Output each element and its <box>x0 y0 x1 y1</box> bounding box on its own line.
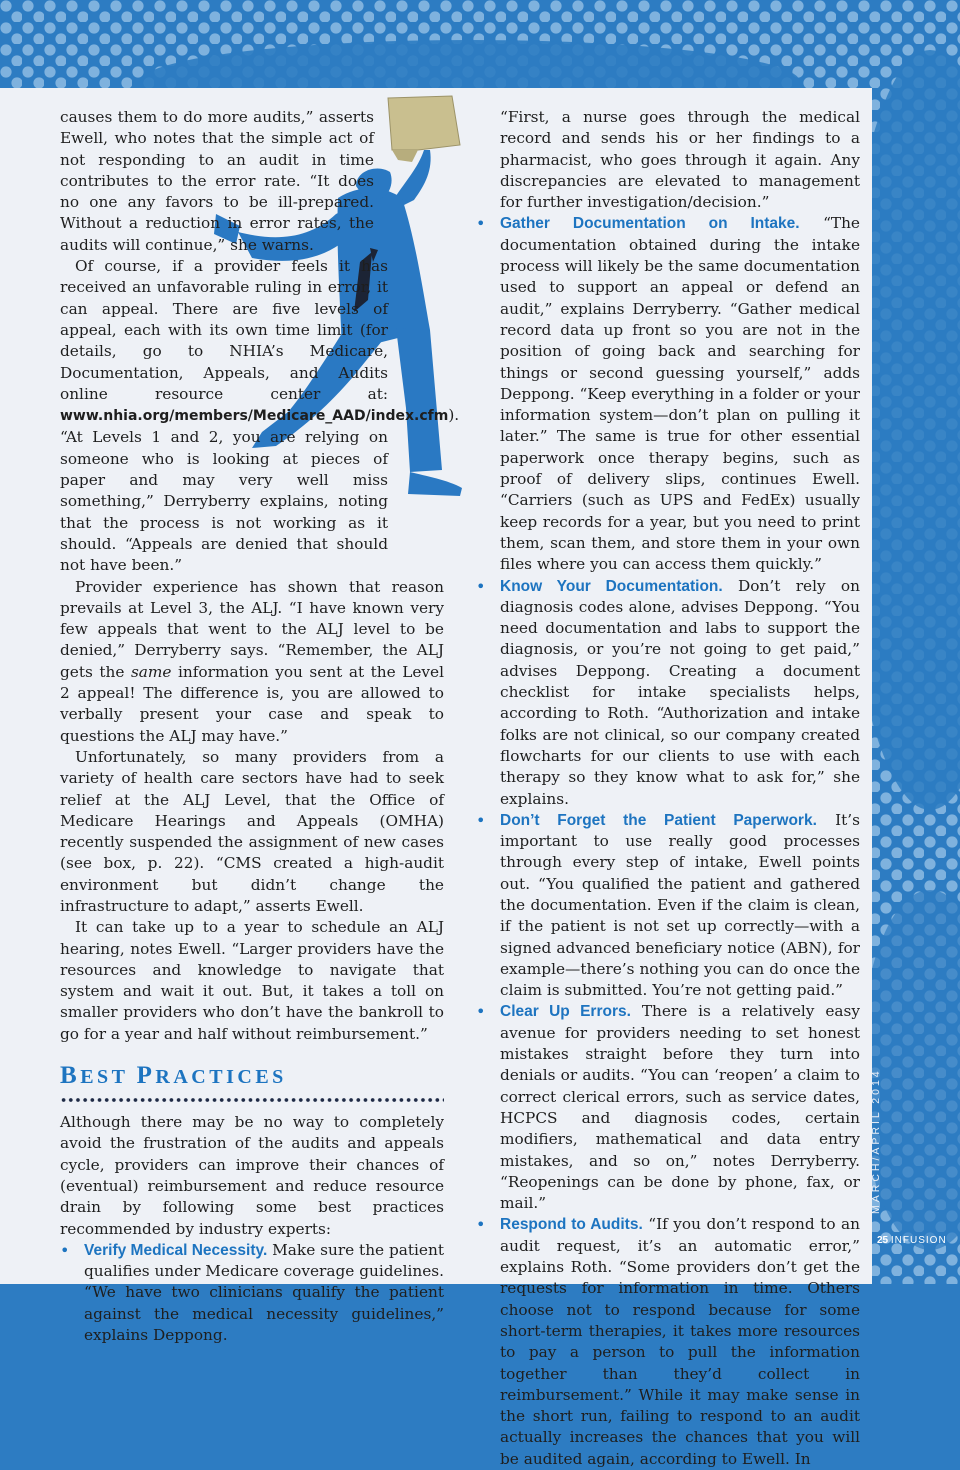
list-item <box>476 213 860 575</box>
dotted-rule <box>60 1096 444 1104</box>
list-item <box>476 810 860 1002</box>
paragraph: Although there may be no way to completely avoid the frustration of the audits and appeals cycle, providers can improve their chances of (eventual) reimbursement and reduce resource drain by following some best practices recommended by industry experts: <box>60 1113 444 1238</box>
right-column <box>476 107 860 1470</box>
bullet-text: There is a relatively easy avenue for providers needing to set honest mistakes straight before they turn into denials or audits. “You can ‘reopen’ a claim to correct clerical errors, such as service dates, HCPCS and diagnosis codes, certain modifiers, mathematical and data entry mistakes, and so on,” notes Derryberry. “Reopenings can be done by phone, fax, or mail.” <box>500 1002 860 1213</box>
heading-initial: B <box>60 1062 81 1090</box>
bullet-heading: Know Your Documentation. <box>500 577 723 595</box>
left-column <box>60 107 460 1346</box>
paragraph-text: Provider experience has shown that reason prevails at Level 3, the ALJ. “I have known very few appeals that went to the ALJ level to be denied,” Derryberry says. “Remember, the ALJ gets the <box>60 577 444 681</box>
list-item <box>476 1214 860 1470</box>
bullet-text: Make sure the patient qualifies under Medicare coverage guidelines. “We have two clinicians qualify the patient against the medical necessity guidelines,” explains Deppong. <box>84 1240 444 1345</box>
list-item <box>60 1240 444 1346</box>
page-number: 25 <box>877 1235 889 1246</box>
list-item <box>476 576 860 810</box>
issue-date-text: MARCH/APRIL 2014 <box>870 1068 882 1214</box>
paragraph: causes them to do more audits,” asserts Ewell, who notes that the simple act of not responding to an audit in time contributes to the error rate. “It does no one any favors to be ill-prepared. Without a reduction in error rates, the audits will continue,” she warns. <box>60 108 374 254</box>
paragraph-text: information you sent at the Level 2 appeal! The difference is, you are allowed to verbally present your case and speak to questions the ALJ may have.” <box>60 662 444 745</box>
heading-smallcaps: RACTICES <box>155 1066 287 1089</box>
resource-link[interactable]: www.nhia.org/members/Medicare_AAD/index.cfm <box>60 408 449 425</box>
bullet-text: “If you don’t respond to an audit request, it’s an automatic error,” explains Roth. “Some providers don’t get the requests for information in time. Others choose not to respond because for some short-term therapies, it takes more resources to pay a person to pull the information together than they’d collect in reimbursement.” While it may make sense in the short run, failing to respond to an audit actually increases the chances that you will be audited again, according to Ewell. In <box>500 1215 861 1468</box>
paragraph: Unfortunately, so many providers from a variety of health care sectors have had to seek relief at the ALJ Level, that the Office of Medicare Hearings and Appeals (OMHA) recently suspended the assignment of new cases (see box, p. 22). “CMS created a high-audit environment but didn’t change the infrastructure to adapt,” asserts Ewell. <box>60 747 444 915</box>
paragraph: “First, a nurse goes through the medical record and sends his or her findings to a pharmacist, who goes through it again. Any discrepancies are elevated to management for further investigation/decision.” <box>500 108 860 212</box>
paragraph-text: ). “At Levels 1 and 2, you are relying on someone who is looking at pieces of paper and may very well miss something,” Derryberry explains, noting that the process is not working as it should. “Appeals are denied that should not have been.” <box>60 406 460 575</box>
heading-smallcaps: EST <box>80 1066 137 1089</box>
emphasis-text: same <box>130 662 172 681</box>
bullet-text: Don’t rely on diagnosis codes alone, advises Deppong. “You need documentation and labs to support the diagnosis, or you’re not going to get paid,” advises Deppong. Creating a document checklist for intake specialists helps, according to Roth. “Authorization and intake folks are not clinical, so our company created flowcharts for our clients to use with each therapy so they know what to ask for,” she explains. <box>500 576 860 808</box>
list-item <box>476 1001 860 1214</box>
section-heading <box>60 1061 444 1092</box>
issue-date <box>870 1068 884 1214</box>
bullet-heading: Respond to Audits. <box>500 1216 643 1234</box>
paragraph: It can take up to a year to schedule an ALJ hearing, notes Ewell. “Larger providers have the resources and knowledge to navigate that system and wait it out. But, it takes a toll on smaller providers who don’t have the bankroll to go for a year and half without reimbursement.” <box>60 918 444 1043</box>
bullet-heading: Clear Up Errors. <box>500 1003 631 1021</box>
bullet-text: “The documentation obtained during the intake process will likely be the same documentation used to support an appeal or defend an audit,” explains Derryberry. “Gather medical record data up front so you are not in the position of going back and searching for things or second guessing yourself,” adds Deppong. “Keep everything in a folder or your information system—don’t plan on pulling it later.” The same is true for other essential paperwork once therapy begins, such as proof of delivery slips, continues Ewell. “Carriers (such as UPS and FedEx) usually keep records for a year, but you need to print them, scan them, and store them in your own files where you can access them quickly.” <box>500 214 860 574</box>
page-folio <box>877 1235 947 1246</box>
bullet-heading: Verify Medical Necessity. <box>84 1241 268 1259</box>
heading-initial: P <box>136 1062 156 1090</box>
paragraph-text: Of course, if a provider feels it has received an unfavorable ruling in error, it can appeal. There are five levels of appeal, each with its own time limit (for details, go to NHIA’s Medicare, Documentation, Appeals, and Audits online resource center at: <box>60 257 388 403</box>
magazine-name: INFUSION <box>890 1235 947 1246</box>
bullet-heading: Gather Documentation on Intake. <box>500 215 800 233</box>
bullet-heading: Don’t Forget the Patient Paperwork. <box>500 811 817 829</box>
paragraph <box>60 577 444 747</box>
paragraph <box>60 256 460 576</box>
bullet-text: It’s important to use really good processes through every step of intake, Ewell points out. “You qualified the patient and gathered the documentation. Even if the claim is clean, if the patient is not set up correctly—with a signed advanced beneficiary notice (ABN), for example—there’s nothing you can do once the claim is submitted. You’re not getting paid.” <box>500 810 860 1000</box>
